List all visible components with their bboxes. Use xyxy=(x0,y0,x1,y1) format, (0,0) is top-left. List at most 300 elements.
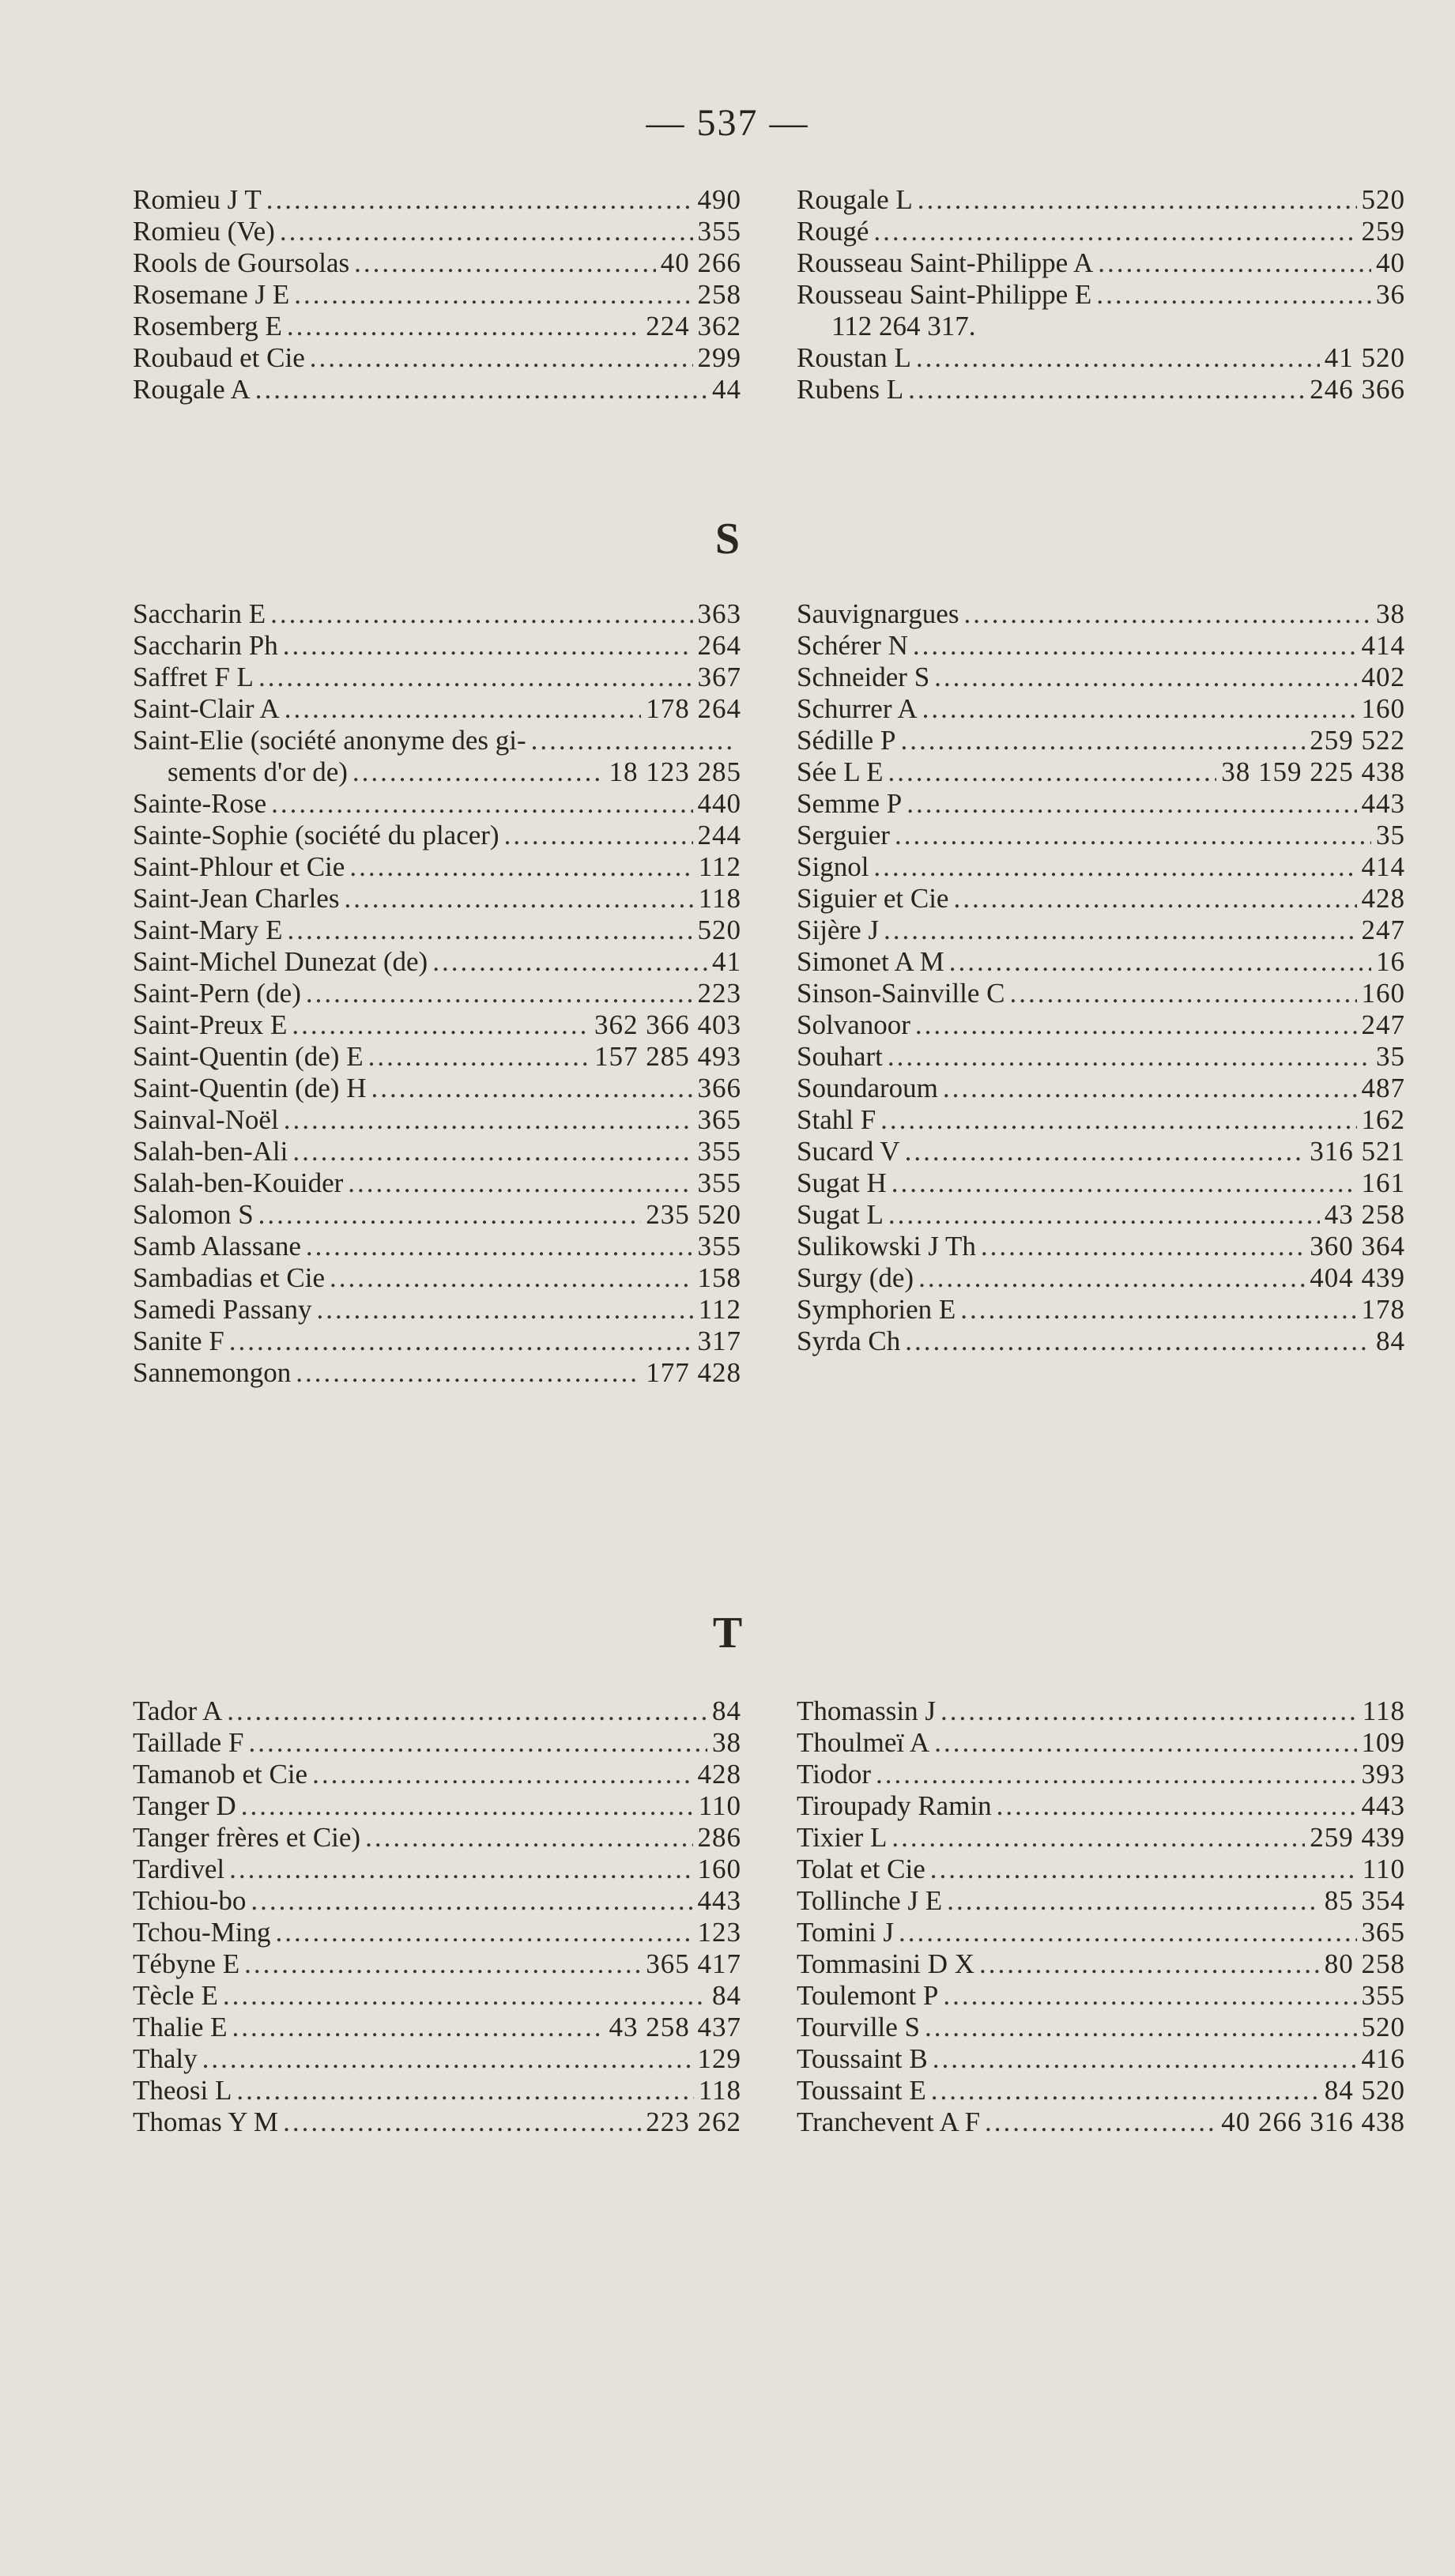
entry-name: Tranchevent A F xyxy=(797,2106,981,2137)
index-entry xyxy=(133,915,741,946)
entry-name: Rougale L xyxy=(797,184,913,215)
entry-name: Saint-Pern (de) xyxy=(133,978,301,1009)
column-right xyxy=(797,1695,1405,2138)
index-entry xyxy=(797,1231,1405,1262)
entry-pages: 443 xyxy=(1361,1790,1405,1821)
entry-pages: 178 264 xyxy=(646,693,741,724)
index-entry xyxy=(133,1980,741,2012)
section-letter-t: T xyxy=(712,1609,743,1658)
index-entry xyxy=(797,1695,1405,1727)
index-entry xyxy=(797,1917,1405,1948)
index-entry xyxy=(133,1041,741,1073)
entry-pages: 43 258 437 xyxy=(609,2012,741,2042)
index-entry xyxy=(797,1136,1405,1167)
entry-pages: 393 xyxy=(1361,1759,1405,1790)
index-entry xyxy=(797,978,1405,1009)
entry-name: Tourville S xyxy=(797,2012,921,2042)
dot-leader xyxy=(960,1294,1356,1326)
dot-leader xyxy=(891,1167,1357,1199)
dot-leader xyxy=(891,1822,1305,1854)
index-entry xyxy=(797,216,1405,247)
entry-pages: 157 285 493 xyxy=(594,1041,741,1072)
entry-name: Sainte-Sophie (société du placer) xyxy=(133,820,499,850)
index-entry xyxy=(133,662,741,693)
dot-leader xyxy=(270,598,692,630)
index-entry xyxy=(797,1326,1405,1357)
dot-leader xyxy=(908,374,1305,405)
index-entry xyxy=(133,374,741,405)
dot-leader xyxy=(251,1885,692,1917)
entry-pages: 258 xyxy=(697,279,741,310)
entry-pages: 365 xyxy=(697,1104,741,1135)
dot-leader xyxy=(1010,978,1357,1009)
index-entry xyxy=(797,915,1405,946)
entry-name: sements d'or de) xyxy=(168,756,348,787)
dot-leader xyxy=(292,1009,590,1041)
entry-name: Tardivel xyxy=(133,1854,225,1884)
index-entry xyxy=(133,2043,741,2075)
index-entry xyxy=(797,1727,1405,1759)
dot-leader xyxy=(255,374,707,405)
index-entry xyxy=(797,1980,1405,2012)
dot-leader xyxy=(888,1041,1371,1073)
column-right xyxy=(797,598,1405,1389)
dot-leader xyxy=(953,883,1356,915)
index-entry xyxy=(133,1854,741,1885)
entry-name: Semme P xyxy=(797,788,903,819)
dot-leader xyxy=(306,1231,693,1262)
entry-name: Tanger D xyxy=(133,1790,236,1821)
dot-leader xyxy=(241,1790,694,1822)
entry-pages: 259 439 xyxy=(1310,1822,1405,1853)
entry-name: Rools de Goursolas xyxy=(133,247,350,278)
entry-name: Sannemongon xyxy=(133,1357,292,1388)
entry-name: Tommasini D X xyxy=(797,1948,975,1979)
entry-name: Signol xyxy=(797,851,869,882)
entry-name: Syrda Ch xyxy=(797,1326,901,1356)
index-entry xyxy=(133,883,741,915)
index-entry xyxy=(133,1294,741,1326)
index-entry xyxy=(133,311,741,342)
entry-pages: 520 xyxy=(1361,184,1405,215)
entry-pages: 84 xyxy=(1376,1326,1405,1356)
entry-pages: 223 xyxy=(697,978,741,1009)
dot-leader xyxy=(310,342,693,374)
entry-pages: 110 xyxy=(1362,1854,1405,1884)
dot-leader xyxy=(880,1104,1356,1136)
index-entry xyxy=(797,374,1405,405)
index-entry xyxy=(797,1854,1405,1885)
entry-pages: 440 xyxy=(697,788,741,819)
index-entry xyxy=(133,1948,741,1980)
column-left xyxy=(133,184,741,405)
index-entry xyxy=(133,1326,741,1357)
index-entry xyxy=(133,1009,741,1041)
dot-leader xyxy=(294,279,692,311)
entry-pages: 160 xyxy=(697,1854,741,1884)
index-entry xyxy=(797,2106,1405,2138)
index-entry xyxy=(797,851,1405,883)
dot-leader xyxy=(916,342,1320,374)
entry-name: Rougé xyxy=(797,216,869,247)
index-entry xyxy=(797,1167,1405,1199)
dot-leader xyxy=(934,662,1356,693)
entry-pages: 40 xyxy=(1376,247,1405,278)
entry-pages: 362 366 403 xyxy=(594,1009,741,1040)
dot-leader xyxy=(283,2106,641,2138)
index-entry xyxy=(797,247,1405,279)
dot-leader xyxy=(317,1294,694,1326)
entry-pages: 363 xyxy=(697,598,741,629)
index-entry xyxy=(133,1262,741,1294)
entry-name: Thoulmeï A xyxy=(797,1727,930,1758)
index-entry xyxy=(133,1167,741,1199)
entry-name: Saccharin E xyxy=(133,598,266,629)
dot-leader xyxy=(223,1980,707,2012)
dot-leader xyxy=(258,662,693,693)
entry-name: Saffret F L xyxy=(133,662,254,692)
entry-pages: 317 xyxy=(697,1326,741,1356)
index-entry xyxy=(133,342,741,374)
entry-name: Thomassin J xyxy=(797,1695,936,1726)
dot-leader xyxy=(284,1104,693,1136)
entry-name: Sijère J xyxy=(797,915,880,945)
dot-leader xyxy=(888,756,1217,788)
index-entry xyxy=(133,788,741,820)
entry-pages: 299 xyxy=(697,342,741,373)
entry-name: Saccharin Ph xyxy=(133,630,278,661)
entry-pages: 487 xyxy=(1361,1073,1405,1103)
entry-name: Soundaroum xyxy=(797,1073,938,1103)
index-entry xyxy=(133,184,741,216)
dot-leader xyxy=(900,725,1305,756)
section-letter-s: S xyxy=(714,515,741,564)
dot-leader xyxy=(229,1326,693,1357)
entry-name: Saint-Quentin (de) E xyxy=(133,1041,364,1072)
entry-name: Rougale A xyxy=(133,374,251,405)
dot-leader xyxy=(997,1790,1357,1822)
index-section-s xyxy=(133,598,1405,1389)
index-entry xyxy=(797,1041,1405,1073)
entry-pages: 178 xyxy=(1361,1294,1405,1325)
entry-pages: 247 xyxy=(1361,915,1405,945)
entry-name: Schneider S xyxy=(797,662,930,692)
dot-leader xyxy=(1098,247,1371,279)
entry-name: Roubaud et Cie xyxy=(133,342,305,373)
entry-name: Salah-ben-Ali xyxy=(133,1136,288,1167)
dot-leader xyxy=(330,1262,692,1294)
index-entry xyxy=(133,598,741,630)
dot-leader xyxy=(979,1948,1320,1980)
index-entry xyxy=(797,2075,1405,2106)
entry-pages: 443 xyxy=(1361,788,1405,819)
entry-name: Tamanob et Cie xyxy=(133,1759,308,1790)
entry-name: Tomini J xyxy=(797,1917,894,1948)
dot-leader xyxy=(949,946,1371,978)
index-entry xyxy=(133,1357,741,1389)
index-entry xyxy=(133,1231,741,1262)
entry-name: Solvanoor xyxy=(797,1009,910,1040)
entry-pages: 520 xyxy=(1361,2012,1405,2042)
index-entry xyxy=(133,1199,741,1231)
index-entry xyxy=(133,1917,741,1948)
entry-pages: 355 xyxy=(697,216,741,247)
entry-pages: 80 258 xyxy=(1324,1948,1405,1979)
index-entry xyxy=(133,725,741,756)
dot-leader xyxy=(907,788,1356,820)
entry-name: Tiroupady Ramin xyxy=(797,1790,992,1821)
dot-leader xyxy=(227,1695,707,1727)
entry-name: Tchou-Ming xyxy=(133,1917,271,1948)
entry-name: Tollinche J E xyxy=(797,1885,943,1916)
entry-name: Rosemane J E xyxy=(133,279,290,310)
entry-name: Souhart xyxy=(797,1041,883,1072)
entry-pages: 109 xyxy=(1361,1727,1405,1758)
entry-name: Romieu (Ve) xyxy=(133,216,275,247)
index-entry xyxy=(797,279,1405,311)
entry-pages: 35 xyxy=(1376,1041,1405,1072)
dot-leader xyxy=(312,1759,692,1790)
index-entry xyxy=(797,1885,1405,1917)
entry-name: Tchiou-bo xyxy=(133,1885,247,1916)
dot-leader xyxy=(292,1136,692,1167)
index-entry xyxy=(133,756,741,788)
entry-name: Schérer N xyxy=(797,630,908,661)
entry-pages: 129 xyxy=(697,2043,741,2074)
index-entry xyxy=(797,1009,1405,1041)
entry-name: Symphorien E xyxy=(797,1294,956,1325)
dot-leader xyxy=(365,1822,692,1854)
entry-pages: 259 522 xyxy=(1310,725,1405,756)
entry-name: Samb Alassane xyxy=(133,1231,301,1262)
dot-leader xyxy=(930,1854,1358,1885)
dot-leader xyxy=(271,788,692,820)
dot-leader xyxy=(963,598,1371,630)
entry-name: Saint-Clair A xyxy=(133,693,280,724)
dot-leader xyxy=(283,630,693,662)
entry-pages: 404 439 xyxy=(1310,1262,1405,1293)
entry-pages: 38 xyxy=(712,1727,741,1758)
entry-pages: 365 417 xyxy=(646,1948,741,1979)
entry-pages: 40 266 xyxy=(660,247,741,278)
index-entry xyxy=(133,946,741,978)
entry-pages: 355 xyxy=(697,1167,741,1198)
entry-name: Tanger frères et Cie) xyxy=(133,1822,361,1853)
entry-name: Sauvignargues xyxy=(797,598,959,629)
dot-leader xyxy=(368,1041,590,1073)
entry-pages: 110 xyxy=(698,1790,741,1821)
entry-name: Simonet A M xyxy=(797,946,944,977)
dot-leader xyxy=(905,1326,1371,1357)
entry-pages: 247 xyxy=(1361,1009,1405,1040)
entry-pages: 40 266 316 438 xyxy=(1221,2106,1405,2137)
entry-name: Tolat et Cie xyxy=(797,1854,925,1884)
dot-leader xyxy=(905,1136,1306,1167)
index-entry xyxy=(797,1790,1405,1822)
entry-name: Sugat H xyxy=(797,1167,887,1198)
index-entry xyxy=(133,820,741,851)
entry-name: Siguier et Cie xyxy=(797,883,949,914)
index-entry xyxy=(797,2043,1405,2075)
dot-leader xyxy=(899,1917,1357,1948)
index-entry xyxy=(133,1073,741,1104)
entry-pages: 160 xyxy=(1361,693,1405,724)
index-entry xyxy=(133,279,741,311)
dot-leader xyxy=(229,1854,692,1885)
entry-pages: 428 xyxy=(1361,883,1405,914)
index-entry xyxy=(797,883,1405,915)
dot-leader xyxy=(275,1917,692,1948)
entry-pages: 38 xyxy=(1376,598,1405,629)
index-entry xyxy=(797,598,1405,630)
entry-name: Saint-Preux E xyxy=(133,1009,288,1040)
entry-name: Sainval-Noël xyxy=(133,1104,279,1135)
entry-name: Saint-Michel Dunezat (de) xyxy=(133,946,428,977)
entry-pages: 118 xyxy=(698,2075,741,2106)
entry-name: Tixier L xyxy=(797,1822,888,1853)
entry-pages: 84 520 xyxy=(1324,2075,1405,2106)
index-entry xyxy=(133,247,741,279)
entry-pages: 160 xyxy=(1361,978,1405,1009)
entry-pages: 84 xyxy=(712,1980,741,2011)
entry-pages: 41 xyxy=(712,946,741,977)
index-section-t xyxy=(133,1695,1405,2138)
index-entry xyxy=(797,1104,1405,1136)
entry-name: Thalie E xyxy=(133,2012,228,2042)
column-left xyxy=(133,598,741,1389)
entry-pages: 416 xyxy=(1361,2043,1405,2074)
dot-leader xyxy=(947,1885,1320,1917)
entry-name: Sambadias et Cie xyxy=(133,1262,326,1293)
dot-leader xyxy=(352,756,605,788)
entry-name: Toulemont P xyxy=(797,1980,939,2011)
entry-name: Saint-Mary E xyxy=(133,915,283,945)
entry-pages: 161 xyxy=(1361,1167,1405,1198)
entry-pages: 84 xyxy=(712,1695,741,1726)
dot-leader xyxy=(287,311,641,342)
entry-name: Sainte-Rose xyxy=(133,788,267,819)
index-entry xyxy=(797,756,1405,788)
page-number: — 537 — xyxy=(646,102,809,144)
index-entry xyxy=(133,1727,741,1759)
entry-pages: 520 xyxy=(697,915,741,945)
dot-leader xyxy=(931,2075,1320,2106)
entry-name: Sanite F xyxy=(133,1326,224,1356)
dot-leader xyxy=(876,1759,1356,1790)
dot-leader xyxy=(985,2106,1216,2138)
index-entry xyxy=(797,630,1405,662)
entry-name: Saint-Elie (société anonyme des gi- xyxy=(133,725,526,756)
dot-leader xyxy=(244,1948,641,1980)
entry-name: Saint-Phlour et Cie xyxy=(133,851,345,882)
index-section-r xyxy=(133,184,1405,405)
dot-leader xyxy=(873,851,1356,883)
dot-leader xyxy=(344,883,693,915)
entry-pages: 162 xyxy=(1361,1104,1405,1135)
dot-leader xyxy=(354,247,656,279)
dot-leader xyxy=(933,2043,1357,2075)
dot-leader xyxy=(296,1357,641,1389)
entry-name: Rousseau Saint-Philippe A xyxy=(797,247,1094,278)
index-entry xyxy=(797,693,1405,725)
index-entry xyxy=(797,184,1405,216)
index-entry xyxy=(797,342,1405,374)
entry-pages: 355 xyxy=(697,1136,741,1167)
entry-name: Rousseau Saint-Philippe E xyxy=(797,279,1092,310)
dot-leader xyxy=(236,2075,693,2106)
index-entry xyxy=(133,1695,741,1727)
index-entry xyxy=(133,693,741,725)
entry-name: Stahl F xyxy=(797,1104,876,1135)
entry-name: Thomas Y M xyxy=(133,2106,279,2137)
dot-leader xyxy=(531,725,737,756)
entry-name: Tador A xyxy=(133,1695,223,1726)
entry-name: Sucard V xyxy=(797,1136,900,1167)
dot-leader xyxy=(981,1231,1305,1262)
entry-pages: 286 xyxy=(697,1822,741,1853)
index-entry xyxy=(133,2012,741,2043)
dot-leader xyxy=(888,1199,1320,1231)
dot-leader xyxy=(258,1199,642,1231)
dot-leader xyxy=(913,630,1357,662)
entry-pages: 443 xyxy=(697,1885,741,1916)
entry-pages: 112 xyxy=(698,851,741,882)
entry-pages: 35 xyxy=(1376,820,1405,850)
dot-leader xyxy=(884,915,1356,946)
dot-leader xyxy=(202,2043,693,2075)
entry-name: Schurrer A xyxy=(797,693,918,724)
entry-pages: 18 123 285 xyxy=(609,756,741,787)
dot-leader xyxy=(280,216,693,247)
entry-name: Sugat L xyxy=(797,1199,884,1230)
entry-name: Romieu J T xyxy=(133,184,262,215)
entry-pages: 367 xyxy=(697,662,741,692)
dot-leader xyxy=(940,1695,1358,1727)
dot-leader xyxy=(285,693,642,725)
index-entry xyxy=(133,1790,741,1822)
entry-name: Tébyne E xyxy=(133,1948,240,1979)
entry-pages: 316 521 xyxy=(1310,1136,1405,1167)
entry-name: 112 264 317. xyxy=(831,311,976,341)
entry-name: Rubens L xyxy=(797,374,904,405)
entry-pages: 414 xyxy=(1361,630,1405,661)
entry-pages: 224 362 xyxy=(646,311,741,341)
index-entry xyxy=(133,2075,741,2106)
index-entry xyxy=(797,1822,1405,1854)
dot-leader xyxy=(934,1727,1356,1759)
dot-leader xyxy=(371,1073,692,1104)
index-entry xyxy=(797,311,1405,342)
entry-pages: 244 xyxy=(697,820,741,850)
index-entry xyxy=(797,1199,1405,1231)
entry-pages: 366 xyxy=(697,1073,741,1103)
entry-pages: 177 428 xyxy=(646,1357,741,1388)
entry-pages: 41 520 xyxy=(1324,342,1405,373)
index-entry xyxy=(133,1885,741,1917)
entry-pages: 264 xyxy=(697,630,741,661)
index-entry xyxy=(133,1136,741,1167)
entry-pages: 414 xyxy=(1361,851,1405,882)
dot-leader xyxy=(915,1009,1357,1041)
entry-name: Thaly xyxy=(133,2043,198,2074)
index-entry xyxy=(133,1759,741,1790)
column-left xyxy=(133,1695,741,2138)
index-entry xyxy=(133,2106,741,2138)
index-entry xyxy=(797,1294,1405,1326)
index-entry xyxy=(133,216,741,247)
entry-pages: 38 159 225 438 xyxy=(1221,756,1405,787)
dot-leader xyxy=(922,693,1357,725)
